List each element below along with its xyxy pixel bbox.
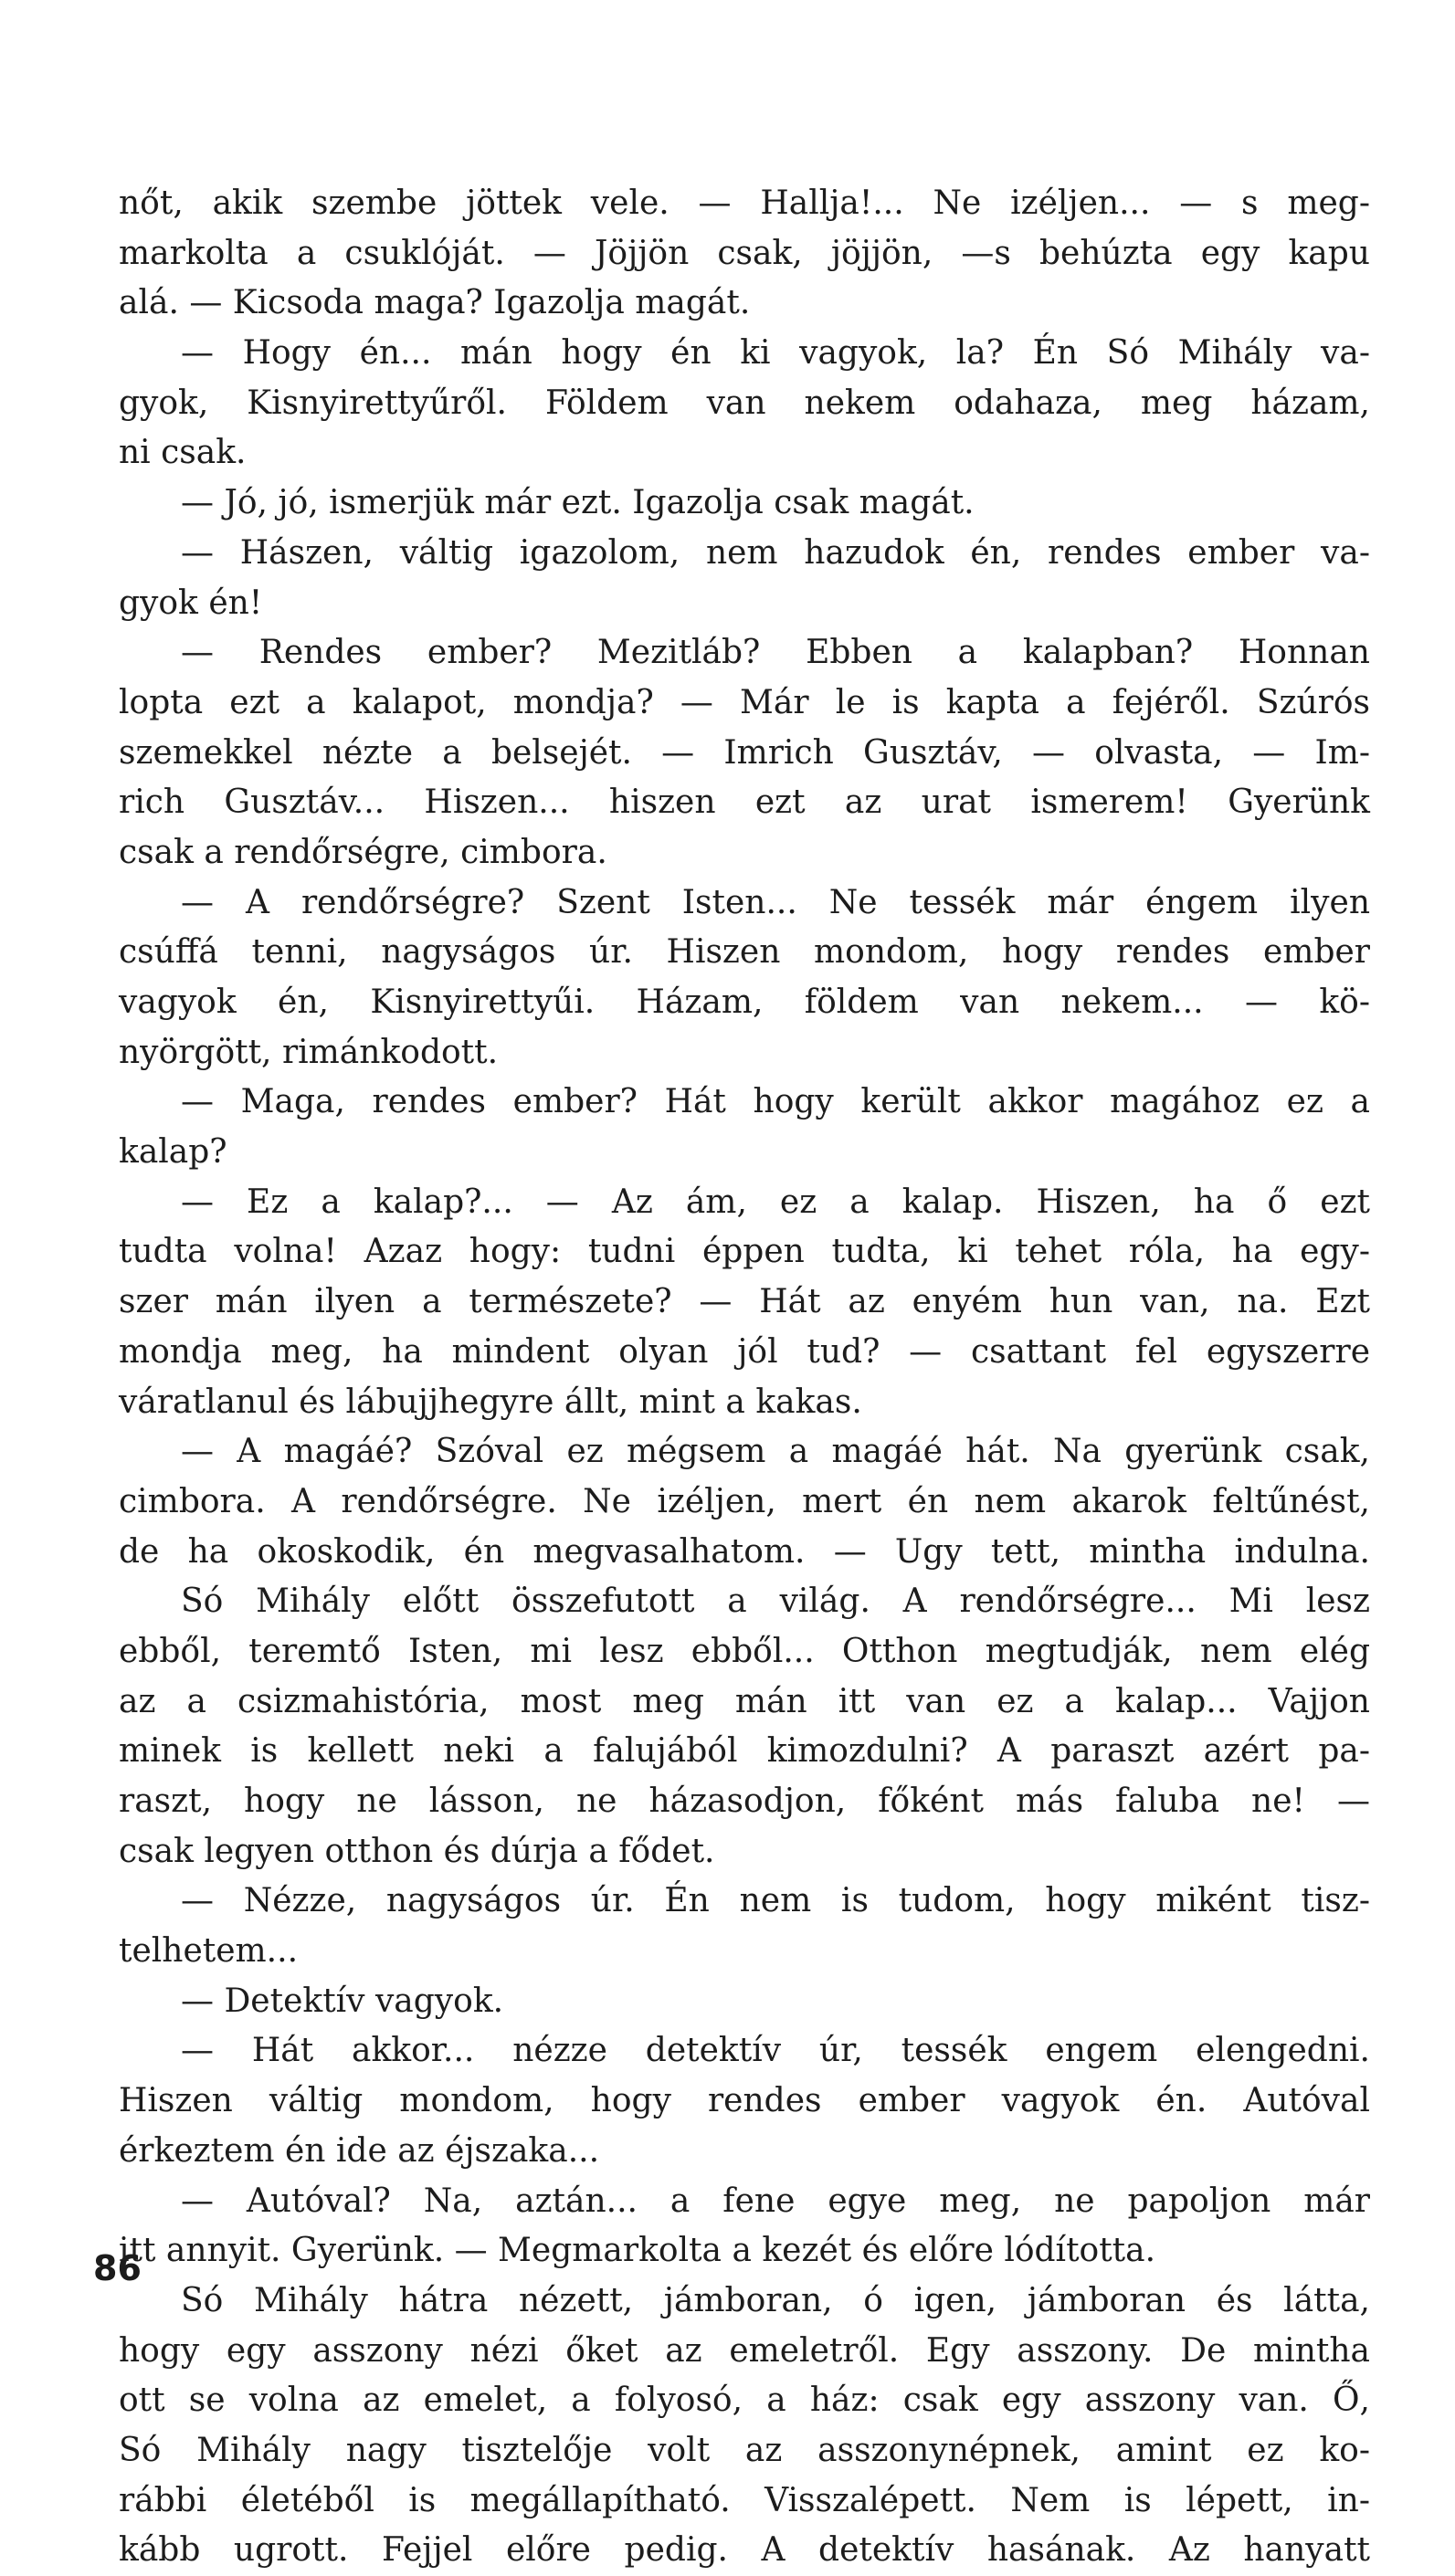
text-line: itt annyit. Gyerünk. — Megmarkolta a kezét és előre lódította. (119, 2232, 1156, 2270)
text-line: rich Gusztáv... Hiszen... hiszen ezt az urat ismerem! Gyerünk (119, 783, 1370, 822)
text-line: gyok én! (119, 584, 263, 622)
text-line: ni csak. (119, 434, 247, 472)
text-line: ott se volna az emelet, a folyosó, a ház: csak egy asszony van. Ő, (119, 2381, 1370, 2420)
text-line: alá. — Kicsoda maga? Igazolja magát. (119, 284, 751, 322)
page-body-text (119, 179, 1370, 2576)
text-line: az a csizmahistória, most meg mán itt van ez a kalap... Vajjon (119, 1682, 1370, 1720)
text-line: váratlanul és lábujjhegyre állt, mint a kakas. (119, 1383, 862, 1421)
text-line: szer mán ilyen a természete? — Hát az enyém hun van, na. Ezt (119, 1283, 1370, 1321)
text-line: telhetem... (119, 1932, 299, 1971)
text-line: Só Mihály hátra nézett, jámboran, ó igen, jámboran és látta, (181, 2281, 1370, 2319)
text-line: szemekkel nézte a belsejét. — Imrich Gusztáv, — olvasta, — Im- (119, 733, 1370, 772)
text-line: cimbora. A rendőrségre. Ne izéljen, mert én nem akarok feltűnést, (119, 1482, 1370, 1520)
text-line: — Ez a kalap?... — Az ám, ez a kalap. Hiszen, ha ő ezt (181, 1183, 1370, 1221)
text-line: lopta ezt a kalapot, mondja? — Már le is kapta a fejéről. Szúrós (119, 683, 1370, 721)
text-line: — Detektív vagyok. (181, 1982, 504, 2020)
text-line: — Hát akkor... nézze detektív úr, tessék engem elengedni. (181, 2032, 1370, 2070)
text-line: mondja meg, ha mindent olyan jól tud? — csattant fel egyszerre (119, 1332, 1370, 1371)
text-line: minek is kellett neki a falujából kimozdulni? A paraszt azért pa- (119, 1732, 1370, 1771)
text-line: kább ugrott. Fejjel előre pedig. A detektív hasának. Az hanyatt (119, 2531, 1370, 2570)
text-line: — Hogy én... mán hogy én ki vagyok, la? Én Só Mihály va- (181, 334, 1370, 373)
text-line: gyok, Kisnyirettyűről. Földem van nekem odahaza, meg házam, (119, 384, 1370, 422)
text-line: Hiszen váltig mondom, hogy rendes ember vagyok én. Autóval (119, 2082, 1370, 2120)
text-line: — Hászen, váltig igazolom, nem hazudok én, rendes ember va- (181, 533, 1370, 572)
text-line: — Rendes ember? Mezitláb? Ebben a kalapban? Honnan (181, 634, 1370, 672)
text-line: csak legyen otthon és dúrja a fődet. (119, 1832, 715, 1870)
text-line: — Nézze, nagyságos úr. Én nem is tudom, hogy miként tisz- (181, 1882, 1370, 1920)
text-line: hogy egy asszony nézi őket az emeletről. Egy asszony. De mintha (119, 2331, 1370, 2370)
text-line: rábbi életéből is megállapítható. Visszalépett. Nem is lépett, in- (119, 2481, 1370, 2519)
text-line: — Autóval? Na, aztán... a fene egye meg, ne papoljon már (181, 2182, 1370, 2220)
text-line: csak a rendőrségre, cimbora. (119, 833, 607, 871)
text-line: de ha okoskodik, én megvasalhatom. — Ugy tett, mintha indulna. (119, 1532, 1370, 1571)
text-line: csúffá tenni, nagyságos úr. Hiszen mondom, hogy rendes ember (119, 933, 1370, 972)
text-line: nyörgött, rimánkodott. (119, 1033, 499, 1071)
text-line: tudta volna! Azaz hogy: tudni éppen tudta, ki tehet róla, ha egy- (119, 1233, 1370, 1271)
text-line: — A magáé? Szóval ez mégsem a magáé hát. Na gyerünk csak, (181, 1433, 1370, 1471)
text-line: — Jó, jó, ismerjük már ezt. Igazolja csak magát. (181, 484, 975, 522)
text-line: vagyok én, Kisnyirettyűi. Házam, földem van nekem... — kö- (119, 983, 1370, 1021)
text-line: nőt, akik szembe jöttek vele. — Hallja!... Ne izéljen... — s meg- (119, 184, 1370, 222)
text-line: ebből, teremtő Isten, mi lesz ebből... Otthon megtudják, nem elég (119, 1632, 1370, 1670)
text-line: Só Mihály nagy tisztelője volt az asszonynépnek, amint ez ko- (119, 2431, 1370, 2469)
text-line: — Maga, rendes ember? Hát hogy került akkor magához ez a (181, 1083, 1370, 1121)
text-line: érkeztem én ide az éjszaka... (119, 2131, 600, 2170)
text-line: — A rendőrségre? Szent Isten... Ne tessék már éngem ilyen (181, 883, 1370, 921)
text-line: markolta a csuklóját. — Jöjjön csak, jöjjön, —s behúzta egy kapu (119, 234, 1370, 272)
text-line: Só Mihály előtt összefutott a világ. A rendőrségre... Mi lesz (181, 1582, 1370, 1621)
text-line: raszt, hogy ne lásson, ne házasodjon, főként más faluba ne! — (119, 1782, 1370, 1820)
page-number: 86 (93, 2248, 142, 2288)
text-line: kalap? (119, 1133, 227, 1172)
